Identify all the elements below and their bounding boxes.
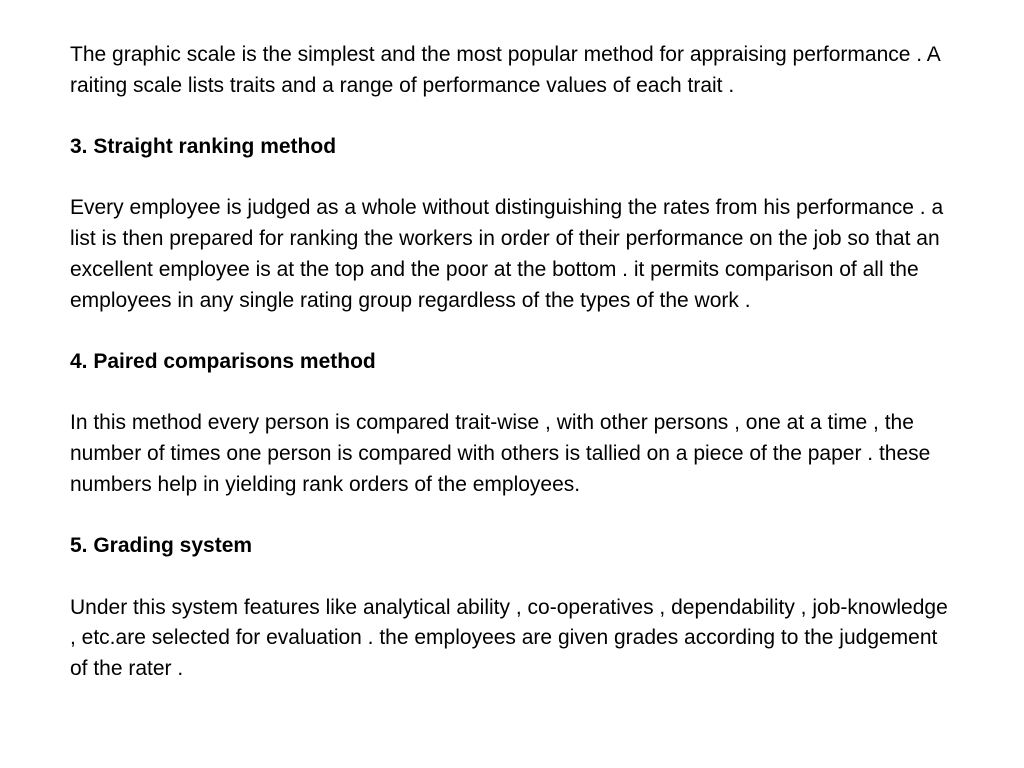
section-body-grading-system: Under this system features like analytical ability , co-operatives , dependability , job-knowledge , etc.are selected for evaluation . the employees are given grades according to the judgement of the rater . — [70, 595, 948, 680]
section-heading-straight-ranking: 3. Straight ranking method — [70, 135, 337, 159]
section-heading-grading-system: 5. Grading system — [70, 534, 253, 558]
section-body-paired-comparisons: In this method every person is compared trait-wise , with other persons , one at a time , the number of times one person is compared with others is tallied on a piece of the paper . these numbers help in yielding rank orders of the employees. — [70, 411, 931, 496]
spacer — [70, 101, 950, 132]
slide-content — [70, 40, 950, 685]
intro-paragraph: The graphic scale is the simplest and the most popular method for appraising performance . A raiting scale lists traits and a range of performance values of each trait . — [70, 43, 940, 97]
spacer — [70, 316, 950, 347]
spacer — [70, 500, 950, 531]
spacer — [70, 378, 950, 409]
spacer — [70, 562, 950, 593]
section-heading-paired-comparisons: 4. Paired comparisons method — [70, 349, 376, 373]
section-body-straight-ranking: Every employee is judged as a whole without distinguishing the rates from his performance . a list is then prepared for ranking the workers in order of their performance on the job so that an excellent employee is at the top and the poor at the bottom . it permits comparison of all the employees in any single rating group regardless of the types of the work . — [70, 196, 944, 312]
spacer — [70, 163, 950, 194]
